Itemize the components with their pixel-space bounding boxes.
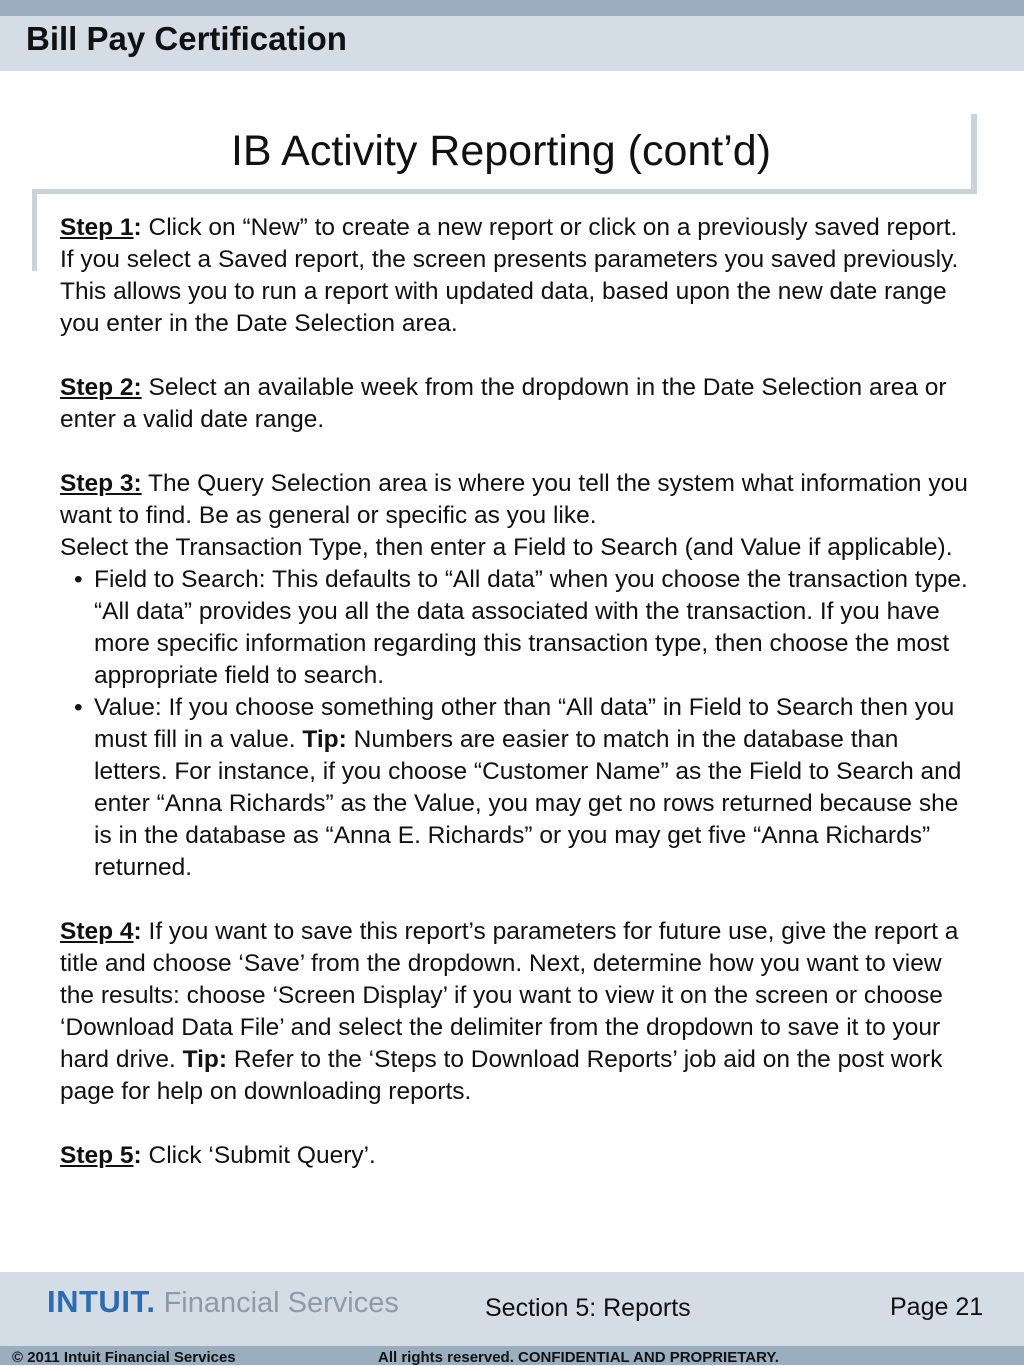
top-accent-strip <box>0 0 1024 16</box>
step-4-text: If you want to save this report’s parameters for future use, give the report a title and choose ‘Save’ from the dropdown. Next, determine how you want to view the results: choose ‘Screen Display’ if you want to view it on the screen or choose ‘Download Data File’ and select the delimiter from the dropdown to save it to your hard drive. <box>60 918 959 1073</box>
step-3-label: Step 3: <box>60 470 142 497</box>
header-title: Bill Pay Certification <box>26 20 347 57</box>
step-5-colon: : <box>133 1142 142 1169</box>
step-5-label: Step 5 <box>60 1142 134 1169</box>
step-1-paragraph <box>60 212 975 340</box>
tip-label: Tip: <box>182 1046 228 1073</box>
step-3-paragraph-2: Select the Transaction Type, then enter a Field to Search (and Value if applicable). <box>60 534 953 561</box>
step-4-label: Step 4 <box>60 918 134 945</box>
title-frame-left-rule <box>32 189 37 271</box>
list-item <box>60 692 975 884</box>
step-4-colon: : <box>133 918 142 945</box>
bullet-value-tip-text: Numbers are easier to match in the database than letters. For instance, if you choose “Customer Name” as the Field to Search and enter “Anna Richards” as the Value, you may get no rows returned because she is in the database as “Anna E. Richards” or you may get five “Anna Richards” returned. <box>94 726 962 881</box>
step-2-paragraph <box>60 372 975 436</box>
bullet-value-text: Value: If you choose something other than “All data” in Field to Search then you must fill in a value. <box>94 694 955 753</box>
step-2-text: Select an available week from the dropdown in the Date Selection area or enter a valid date range. <box>60 374 947 433</box>
step-3-paragraph <box>60 468 975 532</box>
title-frame-top-rule <box>32 189 977 194</box>
rights-text: All rights reserved. CONFIDENTIAL AND PROPRIETARY. <box>378 1349 779 1366</box>
step-1-text: Click on “New” to create a new report or click on a previously saved report. If you select a Saved report, the screen presents parameters you saved previously. This allows you to run a report with updated data, based upon the new date range you enter in the Date Selection area. <box>60 214 959 337</box>
bullet-icon: • <box>74 566 83 593</box>
copyright-text: © 2011 Intuit Financial Services <box>12 1349 236 1366</box>
slide-title: IB Activity Reporting (cont’d) <box>230 127 772 175</box>
step-2-label: Step 2: <box>60 374 142 401</box>
logo-subtitle: Financial Services <box>163 1287 399 1319</box>
step-4-paragraph <box>60 916 975 1108</box>
step-4-tip-text: Refer to the ‘Steps to Download Reports’ job aid on the post work page for help on downloading reports. <box>60 1046 943 1105</box>
section-label: Section 5: Reports <box>485 1294 691 1322</box>
bullet-icon: • <box>74 694 83 721</box>
page-number: Page 21 <box>890 1293 984 1321</box>
bullet-field-to-search: Field to Search: This defaults to “All data” when you choose the transaction type. “All data” provides you all the data associated with the transaction. If you have more specific information regarding this transaction type, then choose the most appropriate field to search. <box>94 566 968 689</box>
instructions-body <box>60 212 975 1172</box>
step-5-paragraph <box>60 1140 975 1172</box>
logo-brand: INTUIT. <box>47 1284 156 1319</box>
tip-label: Tip: <box>302 726 347 753</box>
step-5-text: Click ‘Submit Query’. <box>141 1142 376 1169</box>
step-3-text: The Query Selection area is where you tell the system what information you want to find. Be as general or specific as you like. <box>60 470 968 529</box>
step-1-label: Step 1 <box>60 214 134 241</box>
list-item <box>60 564 975 692</box>
step-1-colon: : <box>133 214 142 241</box>
intuit-logo <box>47 1284 399 1320</box>
